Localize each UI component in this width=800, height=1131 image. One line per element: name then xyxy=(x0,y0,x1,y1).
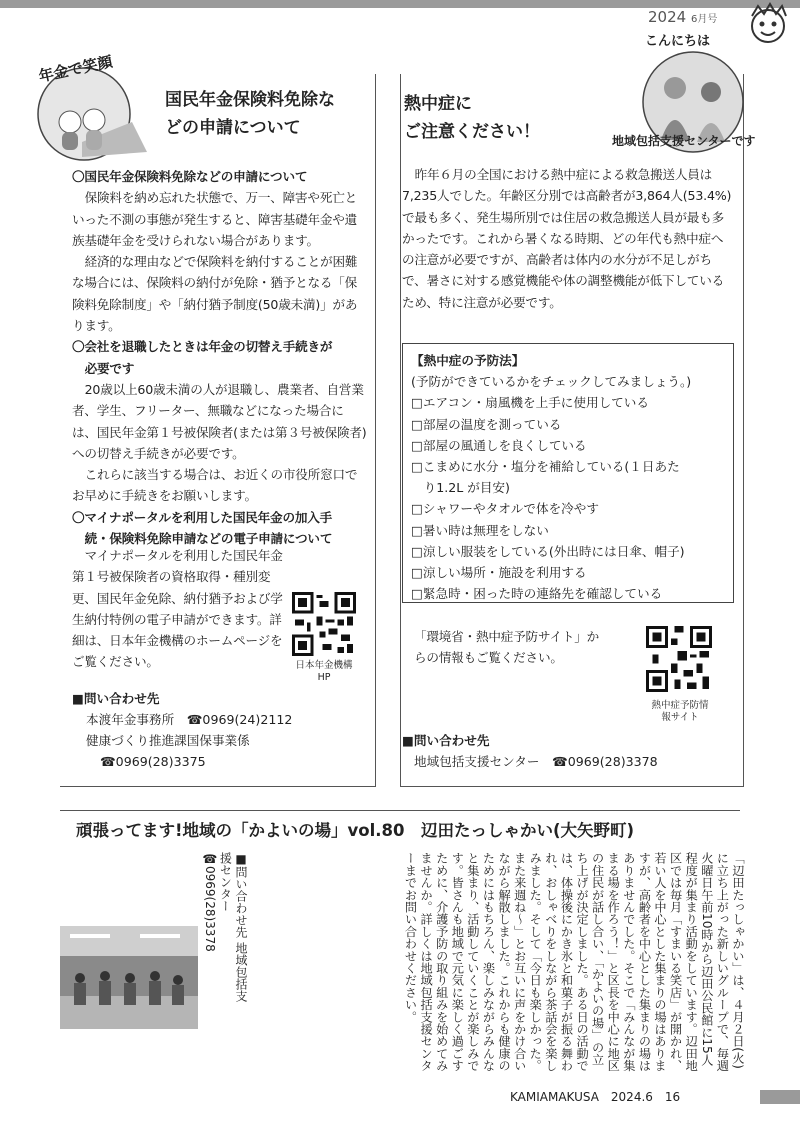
kayoi-photo xyxy=(60,926,198,1029)
pension-body xyxy=(72,166,367,549)
pension-title xyxy=(165,86,335,142)
footer-bar xyxy=(760,1090,800,1104)
site-text-line: らの情報もご覧ください。 xyxy=(414,650,563,666)
checklist-item: □こまめに水分・塩分を補給している(１日あた xyxy=(411,459,680,475)
paragraph: これらに該当する場合は、お近くの市役所窓口でお早めに手続きをお願いします。 xyxy=(72,467,358,504)
contact-line: 地域包括支援センター ☎0969(28)3378 xyxy=(414,754,658,769)
checklist-item: □暑い時は無理をしない xyxy=(411,522,549,538)
kayoi-title xyxy=(60,810,740,841)
checklist-item: □部屋の温度を測っている xyxy=(411,416,562,432)
prevention-checklist-box xyxy=(402,343,734,603)
checklist-item: □涼しい場所・施設を利用する xyxy=(411,565,587,581)
paragraph: 昨年６月の全国における熱中症による救急搬送人員は7,235人でした。年齢区分別では高齢者が3,864人(53.4%)で最も多く、発生場所別では住居の救急搬送人員が最も多かったです。これから暑くなる時期、どの年代も熱中症への注意が必要ですが、高齢者は体内の水分が不足しがちで、暑さに対する感覚機能や体の調整機能が低下しているため、特に注意が必要です。 xyxy=(402,167,732,310)
site-text-line: 「環境省・熱中症予防サイト」か xyxy=(414,629,600,644)
checklist-item: □部屋の風通しを良くしている xyxy=(411,437,587,453)
kayoi-body: 「辺田たっしゃかい」は、４月２日(火)に立ち上がった新しいグループで、毎週火曜日午前10時から辺田公民館に15人程度が集まり活動をしています。辺田地区では毎月「すまいる笑店」が開かれ、若い人を中心とした集まりの場はありますが、高齢者を中心とした集まりの場はありませんでした。そこで「みんなが集まる場を作ろう！」と区長を中心に地区の住民が話し合い、「かよいの場」の立ち上げが決定しました。ある日の活動では、体操後にかき氷と和菓子が振る舞われ、おしゃべりをしながら茶話会を楽しみました。そして「今日も楽しかった。また来週ね〜」とお互いに声をかけ合いながら解散しました。これからも健康のためにはもちろん、楽しみながらみんなと集まり、活動していくことが楽しみです。皆さんも地域で元気に楽しく過ごすために、介護予防の取り組みを始めてみませんか。詳しくは地域包括支援センターまでお問い合わせください。 xyxy=(403,852,745,1072)
paragraph: 20歳以上60歳未満の人が退職し、農業者、自営業者、学生、フリーター、無職などになった場合には、国民年金第１号被保険者(または第３号被保険者)への切替え手続きが必要です。 xyxy=(72,381,367,461)
issue-label xyxy=(648,8,717,26)
section-heading-cont: 必要です xyxy=(84,360,135,376)
checklist-item: □涼しい服装をしている(外出時には日傘、帽子) xyxy=(411,543,685,559)
section-heading: 〇会社を退職したときは年金の切替え手続きが xyxy=(72,339,333,355)
contact-line: 本渡年金事務所 ☎0969(24)2112 xyxy=(86,712,293,727)
kayoi-title-text: 頑張ってます!地域の「かよいの場」vol.80 辺田たっしゃかい(大矢野町) xyxy=(76,821,635,840)
heatstroke-qr-caption xyxy=(638,700,722,724)
kayoi-contact: ■問い合わせ先 地域包括支援センター ☎0969(28)3378 xyxy=(202,852,248,1002)
qr-caption-line: 日本年金機構 xyxy=(295,660,353,671)
section-heading: 〇マイナポータルを利用した国民年金の加入手 xyxy=(72,509,333,525)
pension-title-line2: どの申請について xyxy=(165,118,301,138)
heatstroke-title xyxy=(404,90,540,146)
checklist-item: り1.2L が目安) xyxy=(411,480,510,496)
paragraph: 経済的な理由などで保険料を納付することが困難な場合には、保険料の納付が免除・猶予となる「保険料免除制度」や「納付猶予制度(50歳未満)」があります。 xyxy=(72,254,358,334)
heatstroke-intro xyxy=(402,164,734,313)
pension-badge-text: 年金で笑顔 xyxy=(37,52,115,86)
checklist-item: □エアコン・扇風機を上手に使用している xyxy=(411,395,649,411)
paragraph: マイナポータルを利用した国民年金第１号被保険者の資格取得・種別変更、国民年金免除、納付猶予および学生納付特例の電子申請ができます。詳細は、日本年金機構のホームページをご覧ください。 xyxy=(72,548,283,670)
site-text xyxy=(414,626,634,669)
heatstroke-title-line1: 熱中症に xyxy=(404,94,472,114)
checklist-title: 【熱中症の予防法】 xyxy=(411,353,525,368)
contact-title: ■問い合わせ先 xyxy=(72,691,160,706)
issue-year: 2024 xyxy=(648,8,687,26)
checklist-subtitle: (予防ができているかをチェックしてみましょう。) xyxy=(411,374,692,390)
heatstroke-contact xyxy=(402,730,658,772)
pension-contact xyxy=(72,688,292,772)
pension-qr-code[interactable] xyxy=(292,592,356,656)
paragraph: 保険料を納め忘れた状態で、万一、障害や死亡といった不測の事態が発生すると、障害基礎年金や遺族基礎年金を受けられない場合があります。 xyxy=(72,190,358,248)
footer-text: KAMIAMAKUSA 2024.6 16 xyxy=(510,1090,681,1104)
checklist xyxy=(411,392,725,604)
checklist-item: □緊急時・困った時の連絡先を確認している xyxy=(411,586,663,602)
contact-phone: ☎0969(28)3375 xyxy=(100,754,206,769)
checklist-item: □シャワーやタオルで体を冷やす xyxy=(411,501,599,517)
pension-body-2 xyxy=(72,545,284,673)
contact-line: 健康づくり推進課国保事業係 xyxy=(86,733,250,748)
top-bar xyxy=(0,0,800,8)
center-badge-text-2: 地域包括支援センターです xyxy=(612,134,756,148)
issue-month: 6月号 xyxy=(690,14,718,25)
section-heading: 〇国民年金保険料免除などの申請について xyxy=(72,169,308,184)
qr-caption-line: 熱中症予防情 xyxy=(651,700,709,711)
center-badge-text-1: こんにちは xyxy=(645,34,711,49)
heatstroke-qr-code[interactable] xyxy=(646,626,712,692)
heatstroke-title-line2: ご注意ください！ xyxy=(404,122,540,142)
pension-qr-caption xyxy=(282,660,366,684)
section-heading-cont: 続・保険料免除申請などの電子申請について xyxy=(84,531,333,547)
qr-caption-line: 報サイト xyxy=(661,712,699,723)
pension-title-line1: 国民年金保険料免除な xyxy=(165,90,335,110)
qr-caption-line: HP xyxy=(317,672,331,683)
contact-title: ■問い合わせ先 xyxy=(402,733,490,748)
